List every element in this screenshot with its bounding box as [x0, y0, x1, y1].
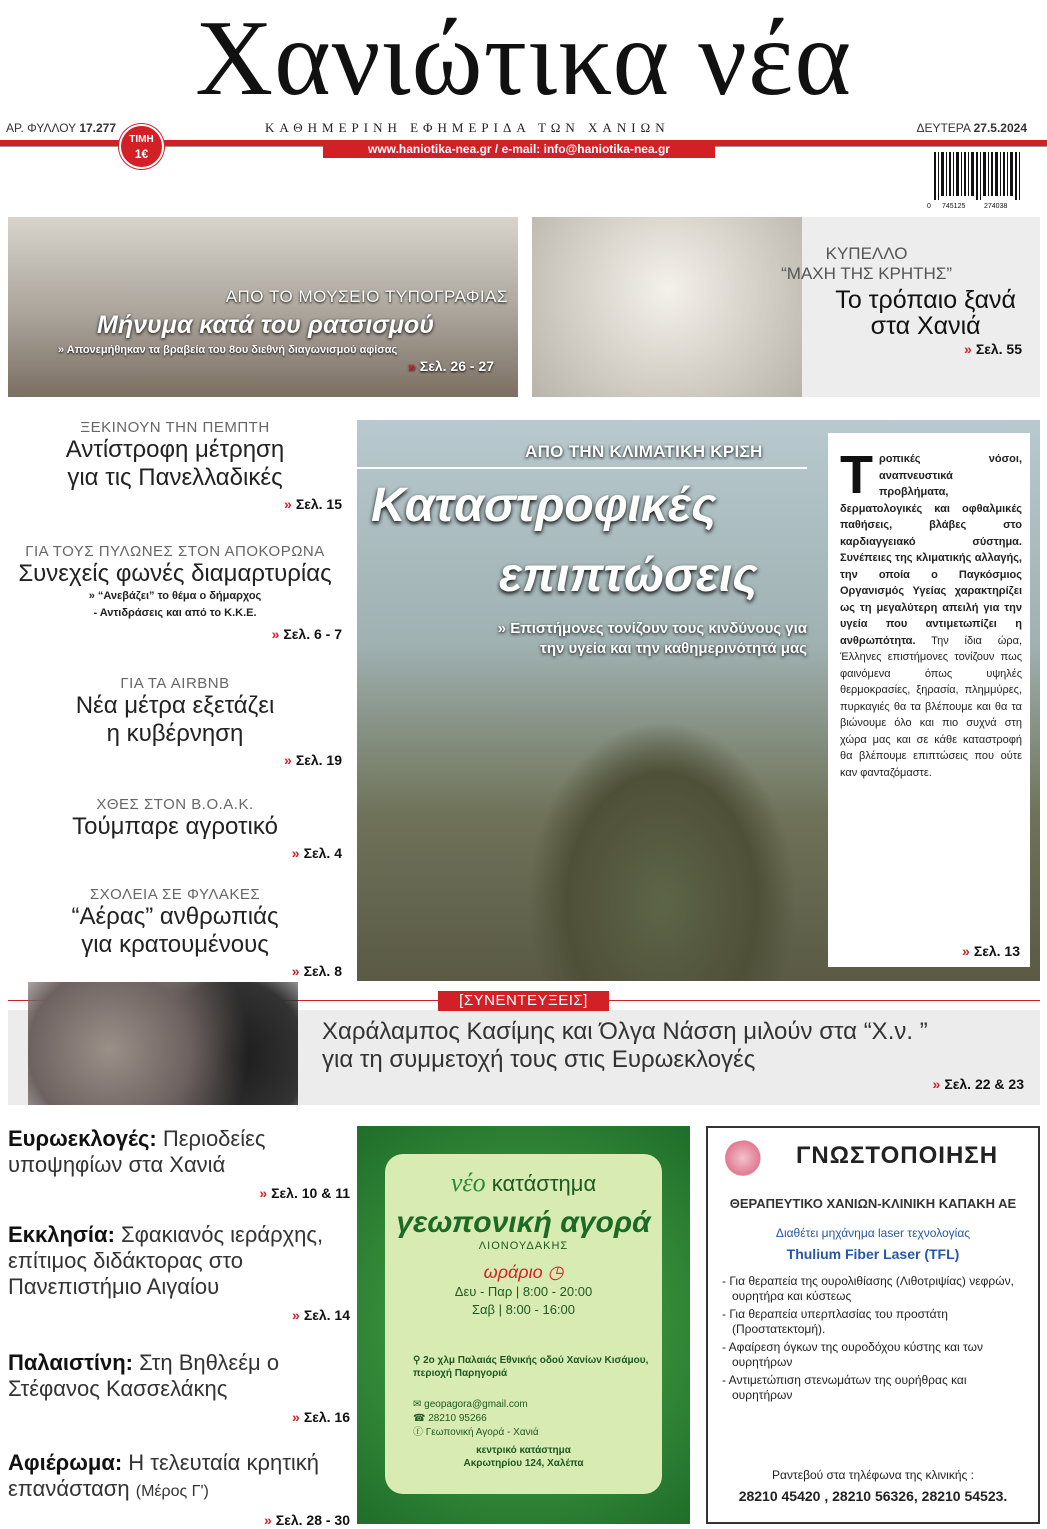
ad-central-store: κεντρικό κατάστημα Ακρωτηρίου 124, Χαλέπα	[463, 1445, 584, 1469]
main-story-climate[interactable]	[357, 420, 1040, 981]
brief-palestine[interactable]: Παλαιστίνη: Στη Βηθλεέμ ο Στέφανος Κασσελάκης » Σελ. 16	[8, 1350, 350, 1425]
masthead-title: Χανιώτικα νέα	[195, 0, 852, 118]
feature-cup-kicker: ΚΥΠΕΛΛΟ “ΜΑΧΗ ΤΗΣ ΚΡΗΤΗΣ”	[781, 244, 952, 283]
feature-cup[interactable]	[532, 217, 1040, 397]
main-subtitle: » Επιστήμονες τονίζουν τους κινδύνους για την υγεία και την καθημερινότητά μας	[497, 620, 807, 657]
brief-church[interactable]: Εκκλησία: Σφακιανός ιεράρχης, επίτιμος διδάκτορας στο Πανεπιστήμιο Αιγαίου » Σελ. 14	[8, 1222, 350, 1323]
main-lead: ροπικές νόσοι, αναπνευστικά προβλήματα, δερματολογικές και οφθαλμικές παθήσεις, βλάβες στο καρδιαγγειακό σύστημα. Συνέπειες της κλιματικής αλλαγής, την οποία ο Παγκόσμιος Οργανισμός Υγείας χαρακτηρίζει ως τη μεγαλύτερη απειλή για την υγεία που αντιμετωπίζει η ανθρωπότητα.	[840, 453, 1022, 647]
notice-org: ΘΕΡΑΠΕΥΤΙΚΟ ΧΑΝΙΩΝ-ΚΛΙΝΙΚΗ ΚΑΠΑΚΗ ΑΕ	[729, 1196, 1017, 1211]
team-photo	[532, 217, 802, 397]
ad-card: νέο κατάστημα γεωπονική αγορά ΛΙΟΝΟΥΔΑΚΗΣ ωράριο ◷ Δευ - Παρ | 8:00 - 20:00 Σαβ | 8:00 - 16:00 ⚲ 2ο χλμ Παλαιάς Εθνικής οδού Χανίων Κισάμου, περιοχή Παρηγοριά ✉ geopagora@gmail.com ☎ 28210 95266 ⓕ Γεωπονική Αγορά - Χανιά κεντρικό κατάστημα Ακρωτηρίου 124, Χαλέπα	[385, 1154, 662, 1494]
feature-cup-page: » Σελ. 55	[964, 341, 1022, 357]
feature-museum-page: » Σελ. 26 - 27	[408, 358, 494, 374]
main-page: » Σελ. 13	[962, 942, 1020, 959]
list-item: - Για θεραπεία υπερπλασίας του προστάτη (Προστατεκτομή).	[722, 1307, 948, 1336]
url-bar[interactable]: www.haniotika-nea.gr / e-mail: info@haniotika-nea.gr	[323, 141, 715, 158]
barcode-digits-left: 0	[927, 203, 931, 210]
list-item: - Αφαίρεση όγκων της ουροδόχου κύστης και των ουρητήρων	[722, 1340, 983, 1369]
story-pylons[interactable]: ΓΙΑ ΤΟΥΣ ΠΥΛΩΝΕΣ ΣΤΟΝ ΑΠΟΚΟΡΩΝΑ Συνεχείς φωνές διαμαρτυρίας » “Ανεβάζει” το θέμα ο δήμαρχος - Αντιδράσεις και από το Κ.Κ.Ε. » Σελ. 6 - 7	[18, 543, 342, 642]
interviews-band[interactable]	[8, 1010, 1040, 1105]
ad-phone: ☎ 28210 95266	[413, 1413, 487, 1424]
interviews-text: Χαράλαμπος Κασίμης και Όλγα Νάσση μιλούν στα “Χ.ν. ” για τη συμμετοχή τους στις Ευρωεκλογές	[322, 1018, 928, 1073]
ad-geoponiki-agora[interactable]	[357, 1126, 690, 1524]
feature-museum-title: Μήνυμα κατά του ρατσισμού	[97, 311, 434, 339]
story-airbnb[interactable]: ΓΙΑ ΤΑ AIRBNB Νέα μέτρα εξετάζει η κυβέρνηση » Σελ. 19	[75, 675, 342, 768]
story-panhellenic[interactable]: ΞΕΚΙΝΟΥΝ ΤΗΝ ΠΕΜΠΤΗ Αντίστροφη μέτρηση για τις Πανελλαδικές » Σελ. 15	[65, 419, 342, 512]
clock-icon-label: ωράριο ◷	[483, 1262, 564, 1282]
feature-museum-kicker: ΑΠΟ ΤΟ ΜΟΥΣΕΙΟ ΤΥΠΟΓΡΑΦΙΑΣ	[225, 287, 508, 306]
ad-shop-name: γεωπονική αγορά	[396, 1206, 651, 1239]
issue-date: ΔΕΥΤΕΡΑ 27.5.2024	[916, 121, 1027, 135]
notice-phones: 28210 45420 , 28210 56326, 28210 54523.	[738, 1488, 1008, 1504]
notice-heading: ΓΝΩΣΤΟΠΟΙΗΣΗ	[796, 1142, 999, 1169]
ad-address: ⚲ 2ο χλμ Παλαιάς Εθνικής οδού Χανίων Κισάμου, περιοχή Παρηγοριά	[413, 1355, 649, 1379]
list-item: - Για θεραπεία της ουρολιθίασης (Λιθοτριψίας) νεφρών, ουρητήρα και κύστεως	[722, 1274, 1014, 1303]
main-title-line2: επιπτώσεις	[499, 549, 758, 602]
main-title-line1: Καταστροφικές	[371, 479, 717, 532]
barcode-digits-right: 274038	[984, 203, 1008, 210]
brief-euroelections[interactable]: Ευρωεκλογές: Περιοδείες υποψηφίων στα Χανιά » Σελ. 10 & 11	[8, 1126, 350, 1201]
feature-museum-subtitle: » Απονεμήθηκαν τα βραβεία του 8ου διεθνή διαγωνισμού αφίσας	[58, 344, 398, 356]
barcode-digits-mid: 745125	[942, 203, 966, 210]
story-prisons[interactable]: ΣΧΟΛΕΙΑ ΣΕ ΦΥΛΑΚΕΣ “Αέρας” ανθρωπιάς για κρατουμένους » Σελ. 8	[71, 886, 342, 979]
list-item: - Αντιμετώπιση στενωμάτων της ουρήθρας και ουρητήρων	[722, 1373, 967, 1402]
main-photo	[527, 720, 797, 981]
price-badge: ΤΙΜΗ 1€	[119, 124, 164, 169]
interviews-page: » Σελ. 22 & 23	[932, 1076, 1024, 1092]
ad-email: ✉ geopagora@gmail.com	[413, 1399, 528, 1410]
notice-list	[722, 1274, 1028, 1406]
pin-icon: ⚲	[413, 1355, 424, 1366]
main-article-box	[828, 433, 1030, 967]
interviewees-photo	[28, 982, 298, 1105]
brief-tribute[interactable]: Αφιέρωμα: Η τελευταία κρητική επανάσταση (Μέρος Γ') » Σελ. 28 - 30	[8, 1450, 350, 1528]
feature-cup-title: Το τρόπαιο ξανά στα Χανιά	[835, 286, 1016, 340]
ad-clinic-notice[interactable]: ΓΝΩΣΤΟΠΟΙΗΣΗ ΘΕΡΑΠΕΥΤΙΚΟ ΧΑΝΙΩΝ-ΚΛΙΝΙΚΗ ΚΑΠΑΚΗ ΑΕ Διαθέτει μηχάνημα laser τεχνολογίας Thulium Fiber Laser (TFL) - Για θεραπεία της ουρολιθίασης (Λιθοτριψίας) νεφρών, ουρητήρα και κύστεως - Για θεραπεία υπερπλασίας του προστάτη (Προστατεκτομή). - Αφαίρεση όγκων της ουροδόχου κύστης και των ουρητήρων - Αντιμετώπιση στενωμάτων της ουρήθρας και ουρητήρων Ραντεβού στα τηλέφωνα της κλινικής : 28210 45420 , 28210 56326, 28210 54523.	[706, 1126, 1040, 1524]
phone-icon: ☎	[413, 1413, 429, 1424]
tagline: ΚΑΘΗΜΕΡΙΝΗ ΕΦΗΜΕΡΙΔΑ ΤΩΝ ΧΑΝΙΩΝ	[265, 120, 670, 135]
clock-icon: ◷	[547, 1262, 564, 1282]
email-icon: ✉	[413, 1399, 425, 1410]
facebook-icon: ⓕ	[413, 1427, 426, 1438]
story-boak[interactable]: ΧΘΕΣ ΣΤΟΝ Β.Ο.Α.Κ. Τούμπαρε αγροτικό » Σελ. 4	[72, 796, 342, 861]
feature-museum[interactable]	[8, 217, 518, 397]
interviews-tag: [ΣΥΝΕΝΤΕΥΞΕΙΣ]	[438, 991, 609, 1011]
main-body: Την ίδια ώρα, Έλληνες επιστήμονες τονίζουν πως φαινόμενα όπως υψηλές θερμοκρασίες, ξηρασία, πλημμύρες, πυρκαγιές θα τα βλέπουμε και θα τα βιώνουμε όλο και πιο συχνά στη χώρα μας και σε κάθε καταστροφή θα βλέπουμε επιπτώσεις που ούτε καν φανταζόμαστε.	[840, 634, 1022, 779]
barcode-icon	[926, 150, 1031, 212]
clinic-logo-icon	[718, 1140, 780, 1180]
main-kicker: ΑΠΟ ΤΗΝ ΚΛΙΜΑΤΙΚΗ ΚΡΙΣΗ	[525, 442, 763, 461]
main-kicker-rule	[357, 467, 807, 469]
drop-cap: Τ	[840, 445, 873, 505]
ad-facebook: ⓕ Γεωπονική Αγορά - Χανιά	[413, 1427, 539, 1438]
issue-number: ΑΡ. ΦΥΛΛΟΥ 17.277	[6, 121, 117, 135]
